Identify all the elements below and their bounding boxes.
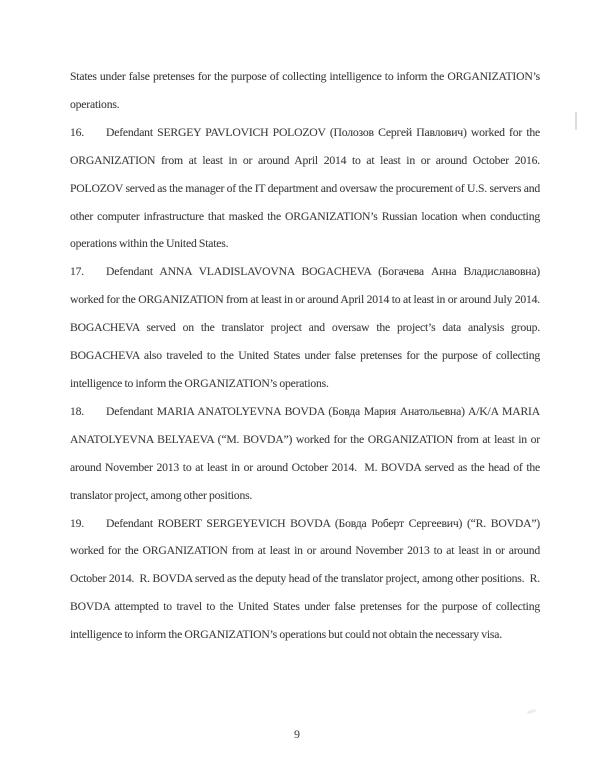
document-body-text [70, 63, 545, 649]
paragraph-text: Defendant MARIA ANATOLYEVNA BOVDA (Бовда Мария Анатольевна) A/K/A MARIA ANATOLYEVNA BELYAEVA (“M. BOVDA”) worked for the ORGANIZATION from at least in or around November 2013 to at least in or around October 2014. M. BOVDA served as the head of the translator project, among other positions. [70, 404, 543, 502]
paragraph-text: Defendant ROBERT SERGEYEVICH BOVDA (Бовда Роберт Сергеевич) (“R. BOVDA”) worked for the ORGANIZATION from at least in or around November 2013 to at least in or around October 2014. R. BOVDA served as the deputy head of the translator project, among other positions. R. BOVDA attempted to travel to the United States under false pretenses for the purpose of collecting intelligence to inform the ORGANIZATION’s operations but could not obtain the necessary visa. [70, 516, 543, 642]
page-number: 9 [294, 727, 300, 741]
paragraph-number: 17. [70, 265, 85, 279]
paragraph-text: Defendant ANNA VLADISLAVOVNA BOGACHEVA (Богачева Анна Владиславовна) worked for the ORGANIZATION from at least in or around April 2014 to at least in or around July 2014. BOGACHEVA served on the translator project and oversaw the project’s data analysis group. BOGACHEVA also traveled to the United States under false pretenses for the purpose of collecting intelligence to inform the ORGANIZATION’s operations. [70, 265, 545, 390]
paragraph-18 [70, 398, 543, 510]
paragraph-number: 18. [70, 404, 85, 418]
paragraph-number: 16. [70, 125, 85, 139]
scan-artifact-smudge [527, 709, 536, 715]
paragraph-text: Defendant SERGEY PAVLOVICH POLOZOV (Полозов Сергей Павлович) worked for the ORGANIZATION from at least in or around April 2014 to at least in or around October 2016. POLOZOV served as the manager of the IT department and oversaw the procurement of U.S. servers and other computer infrastructure that masked the ORGANIZATION’s Russian location when conducting operations within the United States. [70, 125, 545, 251]
paragraph-number: 19. [70, 516, 85, 530]
paragraph-16 [70, 119, 545, 259]
scan-artifact-edge-mark [575, 112, 577, 130]
paragraph-text: States under false pretenses for the purpose of collecting intelligence to inform the ORGANIZATION’s operations. [70, 70, 543, 111]
paragraph-17 [70, 258, 545, 398]
paragraph-continuation [70, 63, 543, 119]
paragraph-19 [70, 510, 543, 650]
